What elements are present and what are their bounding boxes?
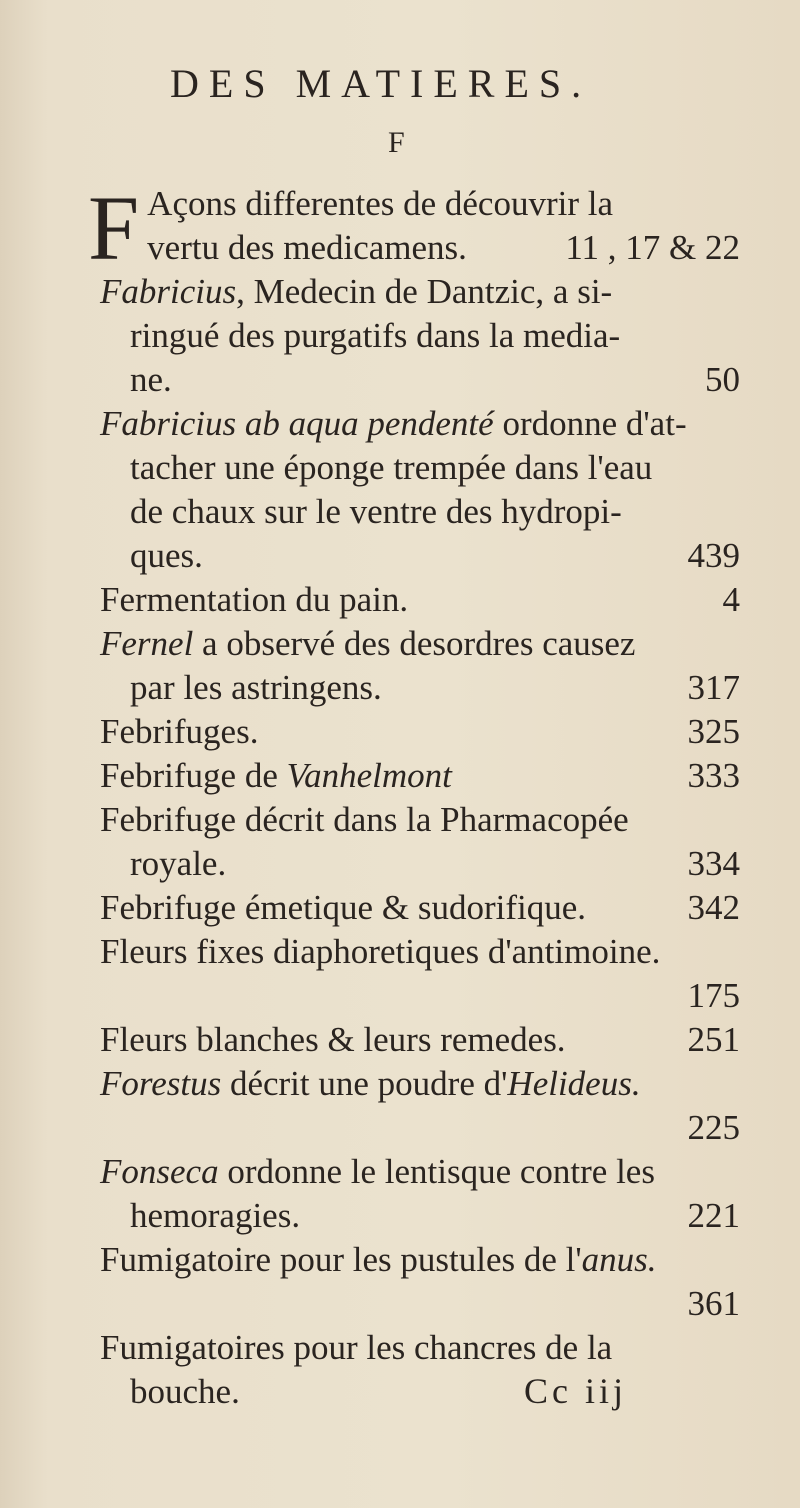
entry-text: Açons differentes de découvrir la bbox=[147, 184, 614, 223]
italic-name: Helideus. bbox=[507, 1064, 641, 1103]
entry-text: ringué des purgatifs dans la media- bbox=[130, 316, 621, 355]
index-line bbox=[100, 930, 740, 974]
entry-text: par les astringens. bbox=[130, 668, 382, 707]
page-number: 11 , 17 & 22 bbox=[565, 228, 740, 267]
signature-mark: Cc iij bbox=[524, 1371, 627, 1411]
index-line bbox=[100, 622, 740, 666]
index-line bbox=[100, 1106, 740, 1150]
index-line bbox=[100, 1326, 740, 1370]
entry-text: Febrifuge de bbox=[100, 756, 287, 795]
entry-text: a observé des desordres causez bbox=[193, 624, 636, 663]
index-line bbox=[100, 710, 740, 754]
index-line bbox=[100, 886, 740, 930]
index-line bbox=[100, 358, 740, 402]
index-line bbox=[100, 1150, 740, 1194]
index-line bbox=[100, 1018, 740, 1062]
page-number: 333 bbox=[687, 756, 740, 795]
page-number: 325 bbox=[687, 712, 740, 751]
index-line bbox=[100, 578, 740, 622]
italic-name: Fabricius ab aqua pendenté bbox=[100, 404, 494, 443]
index-line bbox=[100, 1062, 740, 1106]
index-line bbox=[100, 1238, 740, 1282]
index-line bbox=[100, 754, 740, 798]
entry-text: bouche. bbox=[130, 1372, 240, 1411]
index-line bbox=[100, 534, 740, 578]
italic-name: Fonseca bbox=[100, 1152, 219, 1191]
page-number: 251 bbox=[687, 1020, 740, 1059]
italic-name: Fabricius bbox=[100, 272, 237, 311]
index-line bbox=[100, 798, 740, 842]
index-line bbox=[100, 490, 740, 534]
entry-text: ques. bbox=[130, 536, 203, 575]
entry-text: Fermentation du pain. bbox=[100, 580, 409, 619]
entry-text: ordonne d'at- bbox=[493, 404, 687, 443]
italic-name: Fernel bbox=[100, 624, 194, 663]
italic-name: Forestus bbox=[100, 1064, 222, 1103]
entry-text: de chaux sur le ventre des hydropi- bbox=[130, 492, 622, 531]
index-line bbox=[100, 974, 740, 1018]
index-line bbox=[100, 226, 740, 270]
italic-name: anus. bbox=[581, 1240, 657, 1279]
page-header: DES MATIERES. bbox=[170, 61, 592, 106]
page-number: 175 bbox=[687, 976, 740, 1015]
page-number: 225 bbox=[687, 1108, 740, 1147]
index-line bbox=[100, 446, 740, 490]
index-line bbox=[100, 666, 740, 710]
entry-text: Febrifuge émetique & sudorifique. bbox=[100, 888, 586, 927]
entry-text: tacher une éponge trempée dans l'eau bbox=[130, 448, 653, 487]
page-number: 334 bbox=[687, 844, 740, 883]
entry-text: Febrifuge décrit dans la Pharmacopée bbox=[100, 800, 629, 839]
index-line bbox=[100, 270, 740, 314]
entry-text: ne. bbox=[130, 360, 172, 399]
entry-text: décrit une poudre d' bbox=[221, 1064, 508, 1103]
page-number: 342 bbox=[687, 888, 740, 927]
section-letter: F bbox=[388, 126, 405, 159]
page-number: 439 bbox=[687, 536, 740, 575]
entry-text: Fumigatoire pour les pustules de l' bbox=[100, 1240, 582, 1279]
entry-text: Fumigatoires pour les chancres de la bbox=[100, 1328, 613, 1367]
drop-cap: F bbox=[88, 177, 140, 279]
index-line bbox=[100, 1282, 740, 1326]
italic-name: Vanhelmont bbox=[286, 756, 452, 795]
entry-text: hemoragies. bbox=[130, 1196, 301, 1235]
entry-text: , Medecin de Dantzic, a si- bbox=[236, 272, 613, 311]
page-number: 221 bbox=[687, 1196, 740, 1235]
index-line bbox=[100, 402, 740, 446]
index-line bbox=[100, 842, 740, 886]
entry-text: Febrifuges. bbox=[100, 712, 259, 751]
entry-text: ordonne le lentisque contre les bbox=[218, 1152, 655, 1191]
entry-text: vertu des medicamens. bbox=[147, 228, 467, 267]
page-number: 361 bbox=[687, 1284, 740, 1323]
index-line bbox=[100, 1370, 740, 1414]
entry-text: Fleurs blanches & leurs remedes. bbox=[100, 1020, 566, 1059]
entry-text: royale. bbox=[130, 844, 227, 883]
index-line bbox=[100, 314, 740, 358]
index-entries bbox=[88, 177, 740, 1414]
entry-text: Fleurs fixes diaphoretiques d'antimoine. bbox=[100, 932, 661, 971]
page-number: 317 bbox=[687, 668, 740, 707]
index-line bbox=[100, 1194, 740, 1238]
page-number: 50 bbox=[705, 360, 740, 399]
page-number: 4 bbox=[722, 580, 740, 619]
